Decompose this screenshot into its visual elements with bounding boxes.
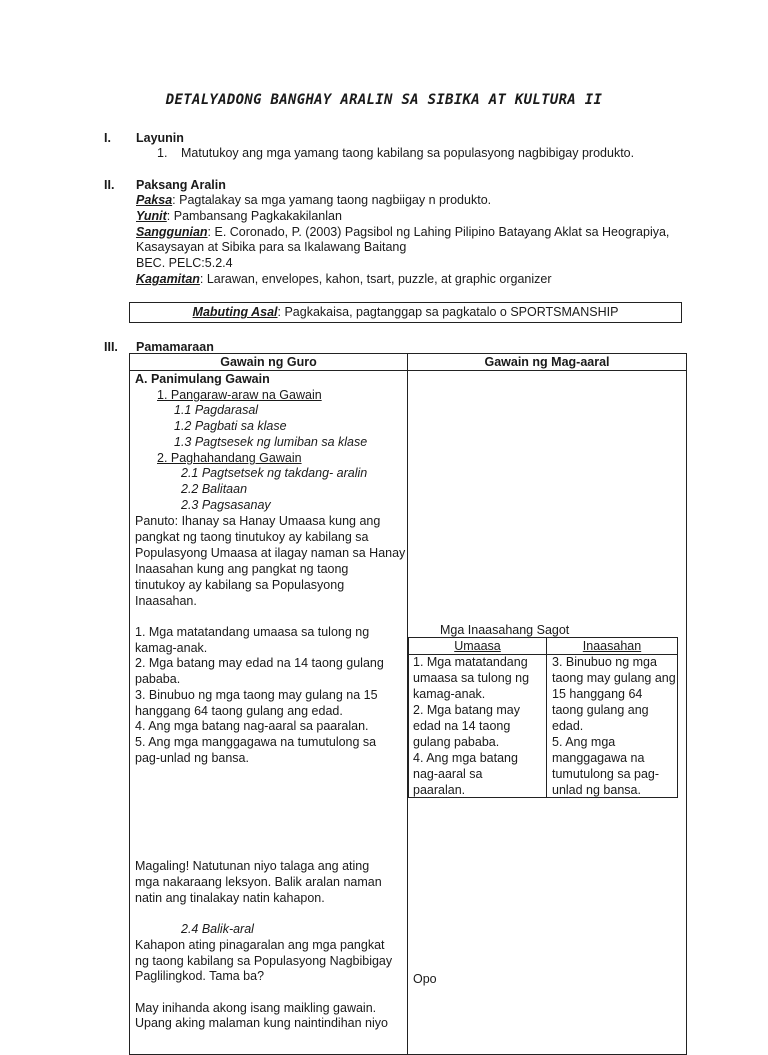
sub1-item: 1.2 Pagbati sa klase	[174, 419, 287, 433]
panuto-line: Populasyong Umaasa at ilagay naman sa Hanay	[135, 546, 406, 560]
umaasa-line: nag-aaral sa	[413, 767, 483, 781]
sub1-item: 1.1 Pagdarasal	[174, 403, 259, 417]
umaasa-line: paaralan.	[413, 783, 466, 797]
inaasahan-line: 15 hanggang 64	[552, 687, 643, 701]
inaasahan-line: taong gulang ang	[552, 703, 649, 717]
section-1-number: I.	[104, 131, 111, 145]
kahapon-line: Paglilingkod. Tama ba?	[135, 969, 265, 983]
sub2-item: 2.3 Pagsasanay	[181, 498, 271, 512]
list-line: 1. Mga matatandang umaasa sa tulong ng	[135, 625, 370, 639]
list-line: pag-unlad ng bansa.	[135, 751, 249, 765]
inaasahan-line: unlad ng bansa.	[552, 783, 641, 797]
bec-code: BEC. PELC:5.2.4	[136, 256, 233, 270]
inaasahan-line: edad.	[552, 719, 584, 733]
sanggunian-text: : E. Coronado, P. (2003) Pagsibol ng Lahing Pilipino Batayang Aklat sa Heograpiya,	[207, 225, 670, 239]
column-header-inaasahan: Inaasahan	[582, 639, 642, 653]
objective-text: Matutukoy ang mga yamang taong kabilang sa populasyong nagbibigay produkto.	[181, 146, 635, 160]
list-line: pababa.	[135, 672, 181, 686]
objective-number: 1.	[157, 146, 168, 160]
list-line: kamag-anak.	[135, 641, 208, 655]
umaasa-line: 1. Mga matatandang	[413, 655, 528, 669]
inaasahan-line: taong may gulang ang	[552, 671, 676, 685]
mabuting-asal-box	[129, 302, 682, 323]
umaasa-line: kamag-anak.	[413, 687, 486, 701]
page-title: DETALYADONG BANGHAY ARALIN SA SIBIKA AT KULTURA II	[165, 92, 603, 108]
kahapon-line: Kahapon ating pinagaralan ang mga pangkat	[135, 938, 385, 952]
answer-column-divider	[546, 638, 547, 797]
kagamitan-line	[136, 272, 552, 286]
paksa-label: Paksa	[136, 193, 173, 207]
umaasa-line: 4. Ang mga batang	[413, 751, 518, 765]
paksa-text: : Pagtalakay sa mga yamang taong nagbiigay n produkto.	[172, 193, 492, 207]
yunit-text: : Pambansang Pagkakakilanlan	[166, 209, 342, 223]
panuto-line: Inaasahan.	[135, 594, 197, 608]
list-line: hanggang 64 taong gulang ang edad.	[135, 704, 343, 718]
sanggunian-continued: Kasaysayan at Sibika para sa Ikalawang Baitang	[136, 240, 407, 254]
yunit-label: Yunit	[136, 209, 167, 223]
panuto-line: pangkat ng taong tinutukoy ay kabilang sa	[135, 530, 369, 544]
sub1-item: 1.3 Pagtsesek ng lumiban sa klase	[174, 435, 368, 449]
subheading-paghahandang-gawain: 2. Paghahandang Gawain	[157, 451, 302, 465]
sub2-item: 2.2 Balitaan	[181, 482, 248, 496]
list-line: 3. Binubuo ng mga taong may gulang na 15	[135, 688, 378, 702]
kahapon-line: ng taong kabilang sa Populasyong Nagbibigay	[135, 954, 393, 968]
umaasa-line: gulang pababa.	[413, 735, 500, 749]
panimulang-gawain-heading: A. Panimulang Gawain	[135, 372, 270, 386]
inaasahan-line: manggagawa na	[552, 751, 645, 765]
section-2-heading: Paksang Aralin	[136, 178, 226, 192]
panuto-line: Inaasahan kung ang pangkat ng taong	[135, 562, 349, 576]
sub2-item: 2.1 Pagtsetsek ng takdang- aralin	[181, 466, 368, 480]
list-line: 4. Ang mga batang nag-aaral sa paaralan.	[135, 719, 369, 733]
section-1-heading: Layunin	[136, 131, 184, 145]
column-header-umaasa: Umaasa	[454, 639, 501, 653]
panuto-line: tinutukoy ay kabilang sa Populasyong	[135, 578, 345, 592]
section-2-number: II.	[104, 178, 115, 192]
magaling-line: Magaling! Natutunan niyo talaga ang ating	[135, 859, 370, 873]
kagamitan-label: Kagamitan	[136, 272, 200, 286]
yunit-line	[136, 209, 342, 223]
magaling-line: natin ang tinalakay natin kahapon.	[135, 891, 325, 905]
umaasa-line: edad na 14 taong	[413, 719, 511, 733]
inaasahang-sagot-heading: Mga Inaasahang Sagot	[440, 623, 570, 637]
sanggunian-label: Sanggunian	[136, 225, 208, 239]
asal-text: : Pagkakaisa, pagtanggap sa pagkatalo o SPORTSMANSHIP	[277, 305, 619, 319]
magaling-line: mga nakaraang leksyon. Balik aralan naman	[135, 875, 382, 889]
inaasahan-line: tumutulong sa pag-	[552, 767, 660, 781]
paksa-line	[136, 193, 491, 207]
inaasahan-line: 3. Binubuo ng mga	[552, 655, 657, 669]
list-line: 5. Ang mga manggagawa na tumutulong sa	[135, 735, 377, 749]
section-3-number: III.	[104, 340, 118, 354]
inihanda-line: Upang aking malaman kung naintindihan niyo	[135, 1016, 388, 1030]
sanggunian-line	[136, 225, 669, 239]
column-header-guro: Gawain ng Guro	[220, 355, 317, 369]
opo-answer: Opo	[413, 972, 437, 986]
inaasahan-line: 5. Ang mga	[552, 735, 616, 749]
section-3-heading: Pamamaraan	[136, 340, 214, 354]
panuto-line: Panuto: Ihanay sa Hanay Umaasa kung ang	[135, 514, 381, 528]
subheading-pangaraw-araw: 1. Pangaraw-araw na Gawain	[157, 388, 322, 402]
column-header-magaaral: Gawain ng Mag-aaral	[484, 355, 610, 369]
kagamitan-text: : Larawan, envelopes, kahon, tsart, puzzle, at graphic organizer	[199, 272, 552, 286]
asal-label: Mabuting Asal	[192, 305, 278, 319]
balik-aral-heading: 2.4 Balik-aral	[181, 922, 254, 936]
list-line: 2. Mga batang may edad na 14 taong gulang	[135, 656, 384, 670]
umaasa-line: umaasa sa tulong ng	[413, 671, 530, 685]
inihanda-line: May inihanda akong isang maikling gawain.	[135, 1001, 377, 1015]
umaasa-line: 2. Mga batang may	[413, 703, 521, 717]
